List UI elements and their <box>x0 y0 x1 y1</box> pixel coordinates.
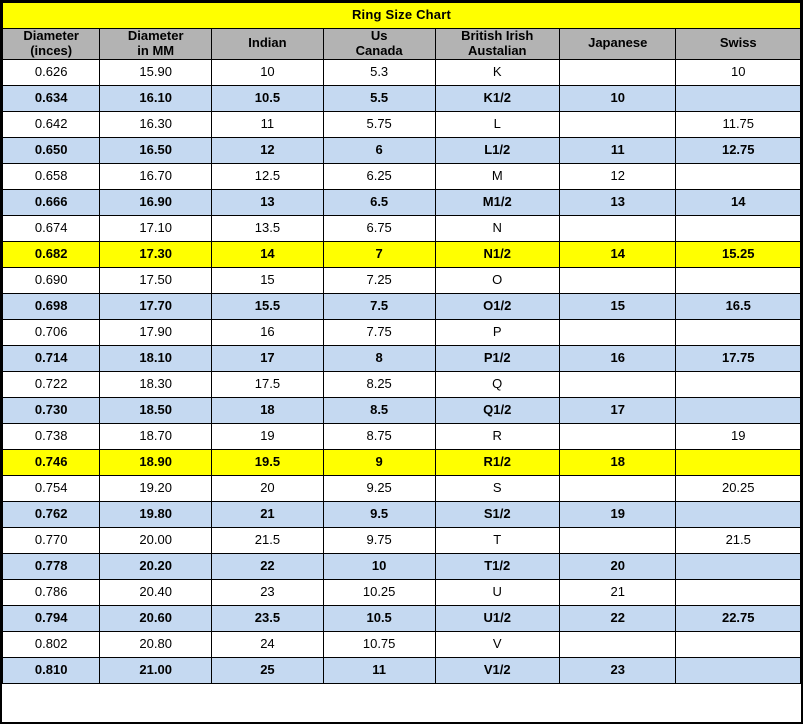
table-cell: 18.30 <box>100 371 212 397</box>
table-cell: 19.5 <box>212 449 324 475</box>
table-cell: 20 <box>559 553 676 579</box>
table-cell: 18.70 <box>100 423 212 449</box>
table-cell: 0.738 <box>3 423 100 449</box>
table-cell <box>559 371 676 397</box>
table-cell: S1/2 <box>435 501 559 527</box>
column-header-5 <box>559 29 676 60</box>
table-cell: 9 <box>323 449 435 475</box>
table-row <box>3 241 801 267</box>
table-cell: 17.70 <box>100 293 212 319</box>
table-cell: V <box>435 631 559 657</box>
table-cell: 15 <box>212 267 324 293</box>
table-row <box>3 605 801 631</box>
table-cell: 23 <box>559 657 676 683</box>
table-cell: 0.762 <box>3 501 100 527</box>
column-header-line: Diameter <box>23 28 79 43</box>
table-cell: Q <box>435 371 559 397</box>
table-cell: 10 <box>323 553 435 579</box>
table-cell: 16.5 <box>676 293 801 319</box>
table-cell: 15.5 <box>212 293 324 319</box>
table-cell: M1/2 <box>435 189 559 215</box>
column-header-4 <box>435 29 559 60</box>
table-row <box>3 137 801 163</box>
column-header-line: British Irish <box>461 28 534 43</box>
table-cell: U <box>435 579 559 605</box>
column-header-line: in MM <box>137 42 175 58</box>
table-cell: O <box>435 267 559 293</box>
table-cell: O1/2 <box>435 293 559 319</box>
table-cell: K1/2 <box>435 85 559 111</box>
table-cell: 0.690 <box>3 267 100 293</box>
column-header-line: Us <box>370 28 388 43</box>
table-cell: 7.5 <box>323 293 435 319</box>
table-cell: 6.75 <box>323 215 435 241</box>
table-cell <box>676 319 801 345</box>
table-row <box>3 163 801 189</box>
table-cell: 0.666 <box>3 189 100 215</box>
column-header-line: Canada <box>355 42 403 58</box>
table-cell: 9.5 <box>323 501 435 527</box>
table-cell <box>559 111 676 137</box>
table-cell: 15 <box>559 293 676 319</box>
table-cell: R <box>435 423 559 449</box>
table-row <box>3 293 801 319</box>
table-cell: 21 <box>559 579 676 605</box>
table-cell: 7.25 <box>323 267 435 293</box>
table-cell: L1/2 <box>435 137 559 163</box>
column-header-1 <box>100 29 212 60</box>
table-cell: T <box>435 527 559 553</box>
table-row <box>3 579 801 605</box>
table-cell: 6.25 <box>323 163 435 189</box>
table-cell: 8.25 <box>323 371 435 397</box>
table-row <box>3 631 801 657</box>
page-title: Ring Size Chart <box>3 3 801 29</box>
table-cell: 12.5 <box>212 163 324 189</box>
table-cell: 16.50 <box>100 137 212 163</box>
table-cell: 20.80 <box>100 631 212 657</box>
table-cell: 19.80 <box>100 501 212 527</box>
table-body <box>3 59 801 683</box>
table-cell <box>676 371 801 397</box>
table-cell: 8.5 <box>323 397 435 423</box>
column-header-6 <box>676 29 801 60</box>
table-row <box>3 319 801 345</box>
table-cell: 7.75 <box>323 319 435 345</box>
table-cell: 10 <box>212 59 324 85</box>
column-header-line: Swiss <box>719 35 757 51</box>
table-cell: 20.60 <box>100 605 212 631</box>
table-cell: 0.658 <box>3 163 100 189</box>
table-cell: Q1/2 <box>435 397 559 423</box>
table-cell: 0.722 <box>3 371 100 397</box>
table-cell: 17.5 <box>212 371 324 397</box>
table-cell: T1/2 <box>435 553 559 579</box>
table-cell: 5.3 <box>323 59 435 85</box>
table-row <box>3 397 801 423</box>
table-cell <box>676 501 801 527</box>
table-row <box>3 449 801 475</box>
table-row <box>3 215 801 241</box>
table-cell: 21.00 <box>100 657 212 683</box>
table-cell: 10.75 <box>323 631 435 657</box>
table-row <box>3 85 801 111</box>
table-cell: 0.770 <box>3 527 100 553</box>
table-cell: 10.5 <box>323 605 435 631</box>
table-cell: 25 <box>212 657 324 683</box>
table-cell: 5.75 <box>323 111 435 137</box>
table-cell: 0.642 <box>3 111 100 137</box>
table-cell: 0.698 <box>3 293 100 319</box>
table-cell: 17 <box>212 345 324 371</box>
column-header-3 <box>323 29 435 60</box>
table-row <box>3 475 801 501</box>
table-cell: 17.75 <box>676 345 801 371</box>
table-cell: 20.00 <box>100 527 212 553</box>
table-cell: 16.10 <box>100 85 212 111</box>
table-cell: 10.25 <box>323 579 435 605</box>
table-row <box>3 527 801 553</box>
table-cell <box>676 267 801 293</box>
table-cell: 18.90 <box>100 449 212 475</box>
table-cell <box>676 657 801 683</box>
table-cell: 16.30 <box>100 111 212 137</box>
column-header-0 <box>3 29 100 60</box>
column-header-2 <box>212 29 324 60</box>
table-cell <box>559 475 676 501</box>
table-cell: M <box>435 163 559 189</box>
table-cell: 18 <box>212 397 324 423</box>
table-cell: 18 <box>559 449 676 475</box>
table-cell: 19 <box>676 423 801 449</box>
table-cell: 17.30 <box>100 241 212 267</box>
table-cell: 22.75 <box>676 605 801 631</box>
table-cell: 11 <box>559 137 676 163</box>
table-cell: 0.786 <box>3 579 100 605</box>
table-cell: R1/2 <box>435 449 559 475</box>
table-cell: 22 <box>559 605 676 631</box>
table-cell: 22 <box>212 553 324 579</box>
table-cell: 24 <box>212 631 324 657</box>
table-cell <box>676 631 801 657</box>
table-cell: 11 <box>323 657 435 683</box>
table-cell: 17.50 <box>100 267 212 293</box>
table-cell: 21.5 <box>676 527 801 553</box>
column-header-line: Indian <box>248 35 287 51</box>
table-cell: 0.626 <box>3 59 100 85</box>
table-cell: 19 <box>559 501 676 527</box>
table-cell: 17.90 <box>100 319 212 345</box>
table-cell: 0.802 <box>3 631 100 657</box>
table-cell: 9.75 <box>323 527 435 553</box>
table-cell: 11 <box>212 111 324 137</box>
table-cell: P <box>435 319 559 345</box>
table-cell: U1/2 <box>435 605 559 631</box>
table-cell: 10.5 <box>212 85 324 111</box>
table-cell <box>559 319 676 345</box>
table-cell: 13.5 <box>212 215 324 241</box>
table-cell: 15.25 <box>676 241 801 267</box>
table-cell: 0.634 <box>3 85 100 111</box>
title-row <box>3 3 801 29</box>
table-cell: 0.706 <box>3 319 100 345</box>
column-header-line: Japanese <box>588 35 648 51</box>
table-cell <box>676 397 801 423</box>
table-cell: 19.20 <box>100 475 212 501</box>
table-cell: 19 <box>212 423 324 449</box>
table-cell <box>676 553 801 579</box>
table-cell: L <box>435 111 559 137</box>
table-cell: 5.5 <box>323 85 435 111</box>
table-cell: V1/2 <box>435 657 559 683</box>
table-cell: 20.20 <box>100 553 212 579</box>
table-cell: 6.5 <box>323 189 435 215</box>
table-cell: 16.90 <box>100 189 212 215</box>
table-cell: 0.714 <box>3 345 100 371</box>
table-cell: 0.746 <box>3 449 100 475</box>
table-row <box>3 423 801 449</box>
table-cell: 20.25 <box>676 475 801 501</box>
table-cell: 8.75 <box>323 423 435 449</box>
table-cell: 15.90 <box>100 59 212 85</box>
table-cell: N1/2 <box>435 241 559 267</box>
table-row <box>3 189 801 215</box>
table-cell: 21.5 <box>212 527 324 553</box>
table-cell: 12 <box>559 163 676 189</box>
table-cell: 0.730 <box>3 397 100 423</box>
table-cell: 14 <box>212 241 324 267</box>
table-cell: 17 <box>559 397 676 423</box>
column-header-line: Diameter <box>127 28 184 43</box>
table-cell: 0.754 <box>3 475 100 501</box>
table-cell: 23.5 <box>212 605 324 631</box>
table-row <box>3 111 801 137</box>
table-cell: 8 <box>323 345 435 371</box>
table-cell: 14 <box>559 241 676 267</box>
table-cell <box>559 631 676 657</box>
table-cell: 17.10 <box>100 215 212 241</box>
table-cell <box>676 215 801 241</box>
table-cell: 0.778 <box>3 553 100 579</box>
table-cell: 20 <box>212 475 324 501</box>
table-cell: 16 <box>559 345 676 371</box>
table-row <box>3 345 801 371</box>
table-cell: 10 <box>676 59 801 85</box>
table-cell: 0.682 <box>3 241 100 267</box>
table-cell <box>559 267 676 293</box>
table-cell: 0.650 <box>3 137 100 163</box>
table-cell <box>676 449 801 475</box>
table-row <box>3 657 801 683</box>
table-cell: S <box>435 475 559 501</box>
table-cell: N <box>435 215 559 241</box>
table-cell <box>676 579 801 605</box>
table-cell: 10 <box>559 85 676 111</box>
table-cell: 0.794 <box>3 605 100 631</box>
table-cell: 11.75 <box>676 111 801 137</box>
table-row <box>3 553 801 579</box>
table-cell <box>559 215 676 241</box>
table-cell: 20.40 <box>100 579 212 605</box>
table-cell: K <box>435 59 559 85</box>
table-cell <box>676 163 801 189</box>
table-cell: 18.10 <box>100 345 212 371</box>
table-cell: 12.75 <box>676 137 801 163</box>
table-cell: 13 <box>559 189 676 215</box>
table-cell <box>559 423 676 449</box>
table-row <box>3 267 801 293</box>
table-row <box>3 59 801 85</box>
table-row <box>3 371 801 397</box>
table-cell: 13 <box>212 189 324 215</box>
table-cell: 7 <box>323 241 435 267</box>
table-cell: 14 <box>676 189 801 215</box>
table-cell: 0.674 <box>3 215 100 241</box>
ring-size-table <box>2 2 801 684</box>
table-cell: 23 <box>212 579 324 605</box>
column-header-line: (inces) <box>30 42 73 58</box>
table-cell <box>559 527 676 553</box>
table-cell: 6 <box>323 137 435 163</box>
table-cell <box>559 59 676 85</box>
table-cell: P1/2 <box>435 345 559 371</box>
table-cell: 9.25 <box>323 475 435 501</box>
table-row <box>3 501 801 527</box>
table-cell: 12 <box>212 137 324 163</box>
table-cell: 16.70 <box>100 163 212 189</box>
table-cell <box>676 85 801 111</box>
table-header-row <box>3 29 801 60</box>
table-cell: 16 <box>212 319 324 345</box>
table-cell: 21 <box>212 501 324 527</box>
column-header-line: Austalian <box>467 42 527 58</box>
table-cell: 18.50 <box>100 397 212 423</box>
table-cell: 0.810 <box>3 657 100 683</box>
